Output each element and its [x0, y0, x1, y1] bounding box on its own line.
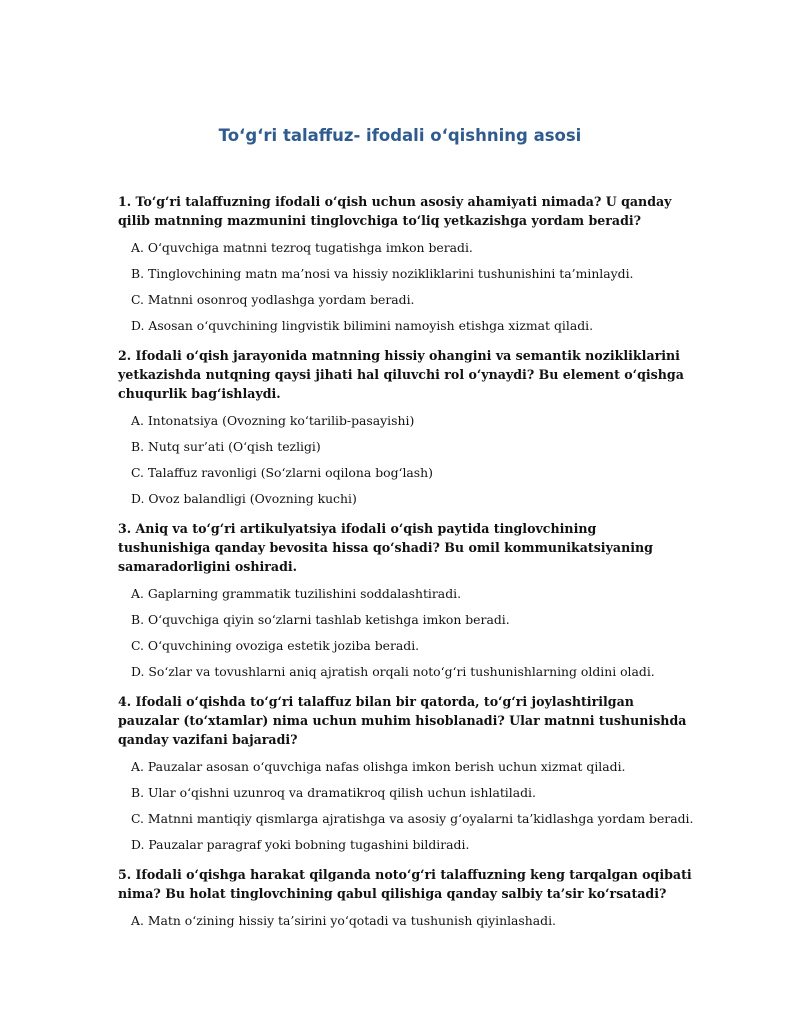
question-1-option-a: A. O‘quvchiga matnni tezroq tugatishga imkon beradi. [131, 240, 473, 255]
question-3-option-b: B. O‘quvchiga qiyin so‘zlarni tashlab ketishga imkon beradi. [131, 612, 510, 627]
question-2-option-b: B. Nutq sur’ati (O‘qish tezligi) [131, 439, 321, 454]
question-4 [118, 692, 693, 858]
question-1-option-b: B. Tinglovchining matn ma’nosi va hissiy nozikliklarini tushunishini ta’minlaydi. [131, 266, 634, 281]
question-3-option-c: C. O‘quvchining ovoziga estetik joziba beradi. [131, 638, 420, 653]
question-5-option-a: A. Matn o‘zining hissiy ta’sirini yo‘qotadi va tushunish qiyinlashadi. [131, 913, 556, 928]
question-list [118, 192, 693, 941]
question-2 [118, 346, 693, 512]
question-5 [118, 865, 693, 934]
question-4-text: 4. Ifodali o‘qishda to‘g‘ri talaffuz bilan bir qatorda, to‘g‘ri joylashtirilgan pauzalar (to‘xtamlar) nima uchun muhim hisoblanadi? Ular matnni tushunishda qanday vazifani bajaradi? [118, 694, 687, 747]
question-5-text: 5. Ifodali o‘qishga harakat qilganda noto‘g‘ri talaffuzning keng tarqalgan oqibati nima? Bu holat tinglovchining qabul qilishiga qanday salbiy ta’sir ko‘rsatadi? [118, 867, 692, 901]
question-1-option-c: C. Matnni osonroq yodlashga yordam beradi. [131, 292, 415, 307]
question-3 [118, 519, 693, 685]
question-1 [118, 192, 693, 339]
question-1-option-d: D. Asosan o‘quvchining lingvistik bilimini namoyish etishga xizmat qiladi. [131, 318, 594, 333]
question-4-option-c: C. Matnni mantiqiy qismlarga ajratishga va asosiy g‘oyalarni ta’kidlashga yordam beradi. [131, 811, 694, 826]
question-3-option-d: D. So‘zlar va tovushlarni aniq ajratish orqali noto‘g‘ri tushunishlarning oldini oladi. [131, 664, 655, 679]
question-3-option-a: A. Gaplarning grammatik tuzilishini soddalashtiradi. [131, 586, 462, 601]
question-4-option-d: D. Pauzalar paragraf yoki bobning tugashini bildiradi. [131, 837, 470, 852]
question-4-option-b: B. Ular o‘qishni uzunroq va dramatikroq qilish uchun ishlatiladi. [131, 785, 536, 800]
question-1-text: 1. To‘g‘ri talaffuzning ifodali o‘qish uchun asosiy ahamiyati nimada? U qanday qilib matnning mazmunini tinglovchiga to‘liq yetkazishga yordam beradi? [118, 194, 672, 228]
question-3-text: 3. Aniq va to‘g‘ri artikulyatsiya ifodali o‘qish paytida tinglovchining tushunishiga qanday bevosita hissa qo‘shadi? Bu omil kommunikatsiyaning samaradorligini oshiradi. [118, 521, 653, 574]
document-title: To‘g‘ri talaffuz- ifodali o‘qishning asosi [218, 126, 582, 145]
question-2-option-c: C. Talaffuz ravonligi (So‘zlarni oqilona bog‘lash) [131, 465, 433, 480]
question-2-text: 2. Ifodali o‘qish jarayonida matnning hissiy ohangini va semantik nozikliklarini yetkazishda nutqning qaysi jihati hal qiluvchi rol o‘ynaydi? Bu element o‘qishga chuqurlik bag‘ishlaydi. [118, 348, 684, 401]
question-2-option-a: A. Intonatsiya (Ovozning ko‘tarilib-pasayishi) [131, 413, 415, 428]
question-2-option-d: D. Ovoz balandligi (Ovozning kuchi) [131, 491, 357, 506]
question-4-option-a: A. Pauzalar asosan o‘quvchiga nafas olishga imkon berish uchun xizmat qiladi. [131, 759, 626, 774]
